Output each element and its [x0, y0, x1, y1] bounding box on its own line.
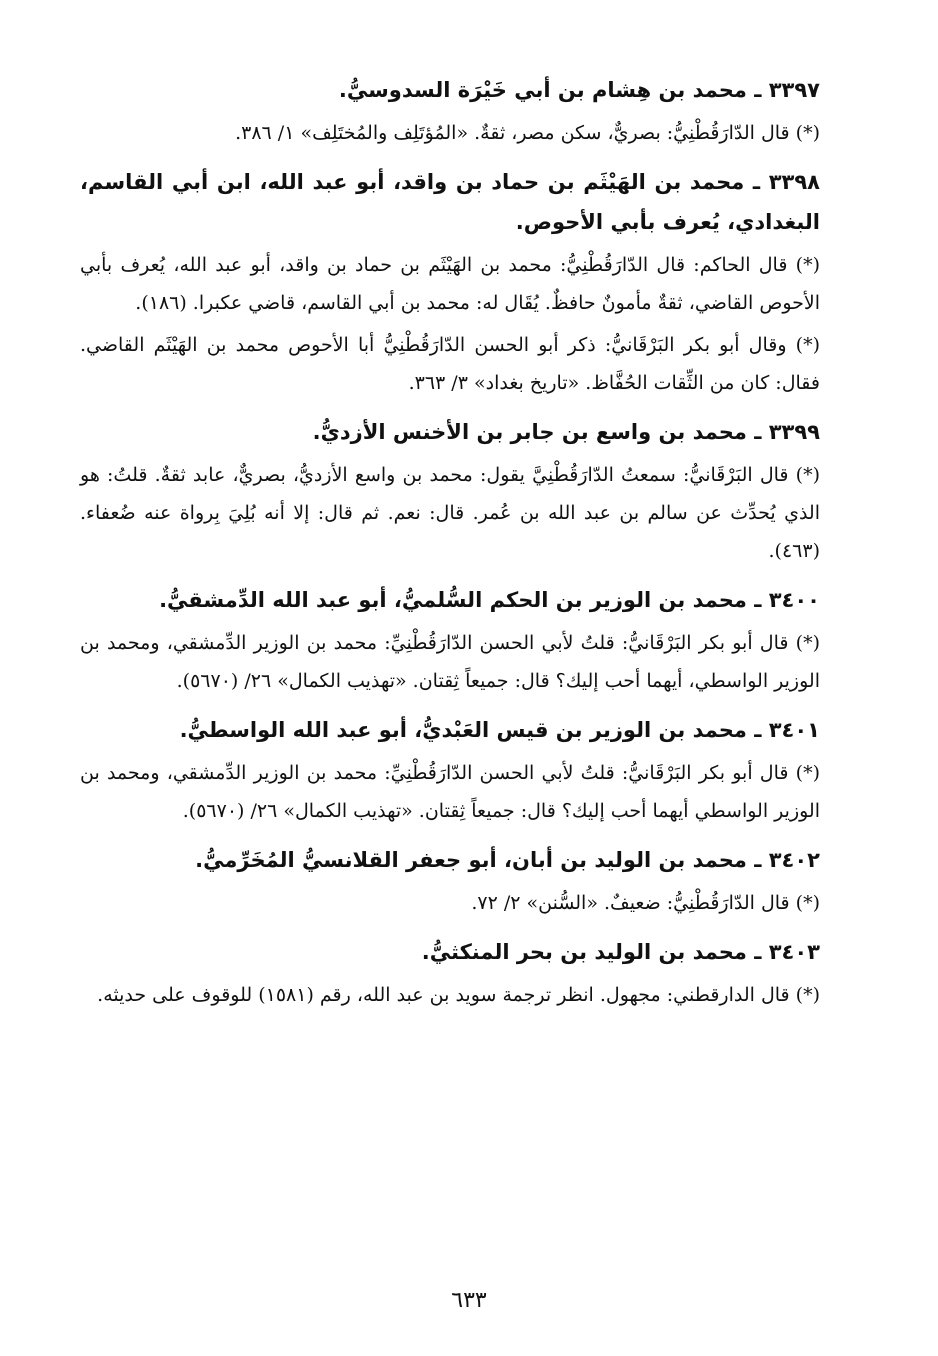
- entry-text-3399: (*) قال البَرْقَانيُّ: سمعتُ الدّارَقُطْنِيَّ يقول: محمد بن واسع الأزديُّ، بصريٌّ، عابد ثقةٌ. قلتُ: هو الذي يُحدِّث عن سالم بن عبد الله بن عُمر. قال: نعم. ثم قال: إلا أنه بُلِيَ بِرواة عنه ضُعفاء. (٤٦٣).: [80, 464, 820, 562]
- entry-text-3398-a: (*) قال الحاكم: قال الدّارَقُطْنِيُّ: محمد بن الهَيْثَم بن حماد بن واقد، أبو عبد الله، يُعرف بأبي الأحوص القاضي، ثقةٌ مأمونٌ حافظٌ. يُقَال له: محمد بن أبي القاسم، قاضي عكبرا. (١٨٦).: [80, 254, 820, 314]
- entry-heading-3401: ٣٤٠١ ـ محمد بن الوزير بن قيس العَبْديُّ، أبو عبد الله الواسطيُّ.: [179, 718, 820, 742]
- entry-heading-3403: ٣٤٠٣ ـ محمد بن الوليد بن بحر المنكثيُّ.: [421, 940, 820, 964]
- entry-text-3397: (*) قال الدّارَقُطْنِيُّ: بصريٌّ، سكن مصر، ثقةٌ. «المُؤتَلِف والمُختَلِف» ١/ ٣٨٦.: [235, 122, 820, 144]
- entry-heading-3399: ٣٣٩٩ ـ محمد بن واسع بن جابر بن الأخنس الأزديُّ.: [312, 420, 820, 444]
- entry-text-3403: (*) قال الدارقطني: مجهول. انظر ترجمة سويد بن عبد الله، رقم (١٥٨١) للوقوف على حديثه.: [97, 984, 820, 1006]
- entry-heading-3397: ٣٣٩٧ ـ محمد بن هِشام بن أبي خَيْرَة السدوسيُّ.: [338, 78, 820, 102]
- entry-heading-3400: ٣٤٠٠ ـ محمد بن الوزير بن الحكم السُّلميُّ، أبو عبد الله الدِّمشقيُّ.: [159, 588, 820, 612]
- entry-heading-3398: ٣٣٩٨ ـ محمد بن الهَيْثَم بن حماد بن واقد، أبو عبد الله، ابن أبي القاسم، البغدادي، يُعرف بأبي الأحوص.: [80, 170, 820, 234]
- entry-text-3401: (*) قال أبو بكر البَرْقَانيُّ: قلتُ لأبي الحسن الدّارَقُطْنِيِّ: محمد بن الوزير الدِّمشقي، ومحمد بن الوزير الواسطي أيهما أحب إليك؟ قال: جميعاً ثِقتان. «تهذيب الكمال» ٢٦/ (٥٦٧٠).: [80, 762, 820, 822]
- page-content: [80, 70, 820, 1014]
- page-number: ٦٣٣: [451, 1288, 487, 1313]
- entry-text-3400: (*) قال أبو بكر البَرْقَانيُّ: قلتُ لأبي الحسن الدّارَقُطْنِيِّ: محمد بن الوزير الدِّمشقي، ومحمد بن الوزير الواسطي، أيهما أحب إليك؟ قال: جميعاً ثِقتان. «تهذيب الكمال» ٢٦/ (٥٦٧٠).: [80, 632, 820, 692]
- entry-heading-3402: ٣٤٠٢ ـ محمد بن الوليد بن أبان، أبو جعفر القلانسيُّ المُخَرِّميُّ.: [195, 848, 820, 872]
- entry-text-3398-b: (*) وقال أبو بكر البَرْقَانيُّ: ذكر أبو الحسن الدّارَقُطْنِيُّ أبا الأحوص محمد بن الهَيْثَم القاضي. فقال: كان من الثِّقات الحُفَّاظ. «تاريخ بغداد» ٣/ ٣٦٣.: [80, 334, 820, 394]
- entry-text-3402: (*) قال الدّارَقُطْنِيُّ: ضعيفٌ. «السُّنن» ٢/ ٧٢.: [471, 892, 820, 914]
